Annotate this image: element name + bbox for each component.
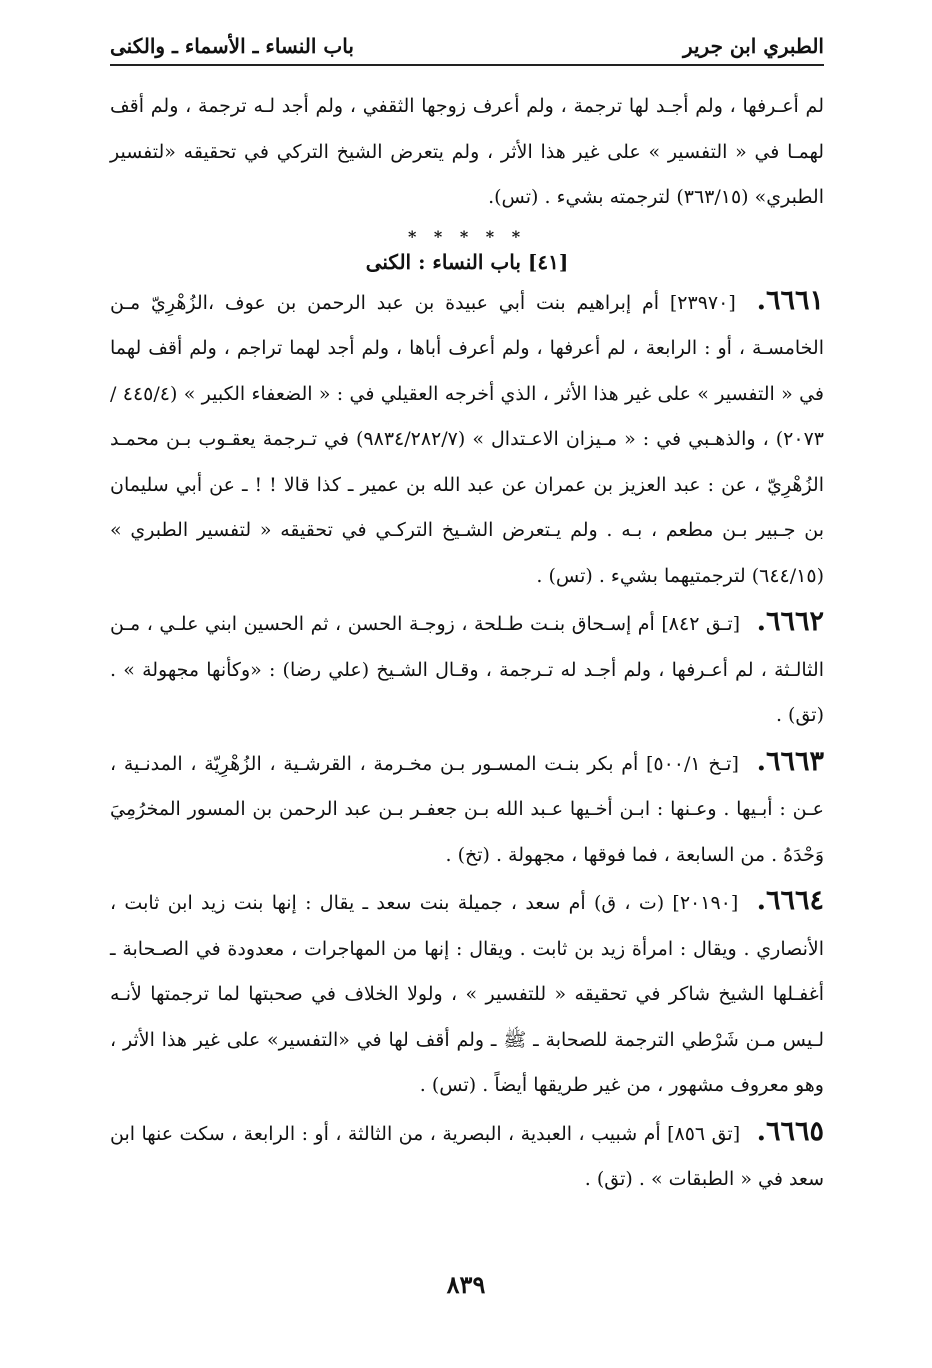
entry-number: ٦٦٦٥. [756, 1115, 824, 1147]
page-header [110, 24, 824, 66]
page-number: ٨٣٩ [446, 1270, 486, 1299]
entry-text: [تق ٨٥٦] أم شبيب ، العبدية ، البصرية ، من الثالثة ، أو : الرابعة ، سكت عنها ابن سعد في « الطبقات » . (تق) . [110, 1122, 824, 1190]
entry-text: [تـخ ٥٠٠/١] أم بكر بنـت المسـور بـن مخـرمة ، القرشـية ، الزُهْرِيّة ، المدنـية ، عـن : أبـيها . وعـنها : ابـن أخـيها عـبد الله بـن جعفـر بـن عبد الرحمن بن المسور المخرُمِيَ وَحْدَهُ . من السابعة ، فما فوقها ، مجهولة . (تخ) . [110, 752, 824, 866]
entry-6664 [110, 878, 824, 1109]
entry-text: [٢٣٩٧٠] أم إبراهيم بنت أبي عبيدة بن عبد الرحمن بن عوف ،الزُهْرِيّ مـن الخامسـة ، أو : الرابعة ، لم أعرفها ، ولم أعرف أباها ، ولم أجد لهما تراجم ، ولم أقف لهما في « التفسير » على غير هذا الأثر ، الذي أخرجه العقيلي في : « الضعفاء الكبير » (٤٤٥/٤ /٢٠٧٣) ، والذهـبي في : « مـيزان الاعـتدال » (٩٨٣٤/٢٨٢/٧) في تـرجمة يعقـوب بـن محمـد الزُهْرِيّ ، عن : عبد العزيز بن عمران عن عبد الله بن عمير ـ كذا قالا ! ! ـ عن أبي سليمان بن جـبير بـن مطعم ، بـه . ولم يـتعرض الشـيخ التركـي في تحقيقه « لتفسير الطبري » (٦٤٤/١٥) لترجمتيهما بشيء . (تس) . [110, 291, 824, 587]
page-body [110, 84, 824, 1203]
section-separator: * * * * * [407, 226, 527, 246]
entry-number: ٦٦٦٢. [756, 606, 824, 637]
entry-number: ٦٦٦٤. [756, 885, 824, 916]
entry-text: [تـق ٨٤٢] أم إسـحاق بنـت طـلحة ، زوجـة الحسن ، ثم الحسين ابني علـي ، مـن الثالـثة ، لم أعـرفها ، ولم أجـد له تـرجمة ، وقـال الشـيخ (علي رضا) : «وكأنها مجهولة » . (تق) . [110, 613, 824, 726]
running-title-right: الطبري ابن جرير [682, 34, 824, 58]
entry-6663 [110, 739, 824, 879]
entry-6665 [110, 1109, 824, 1203]
running-title-left: باب النساء ـ الأسماء ـ والكنى [110, 34, 354, 58]
entry-6661 [110, 278, 824, 600]
entry-6662 [110, 599, 824, 739]
entry-text: [٢٠١٩٠] (ت ، ق) أم سعد ، جميلة بنت سعد ـ يقال : إنها بنت زيد ابن ثابت ، الأنصاري . ويقال : امرأة زيد بن ثابت . ويقال : إنها من المهاجرات ، معدودة في الصـحابة ـ أغفـلها الشيخ شاكر في تحقيقه « للتفسير » ، ولولا الخلاف في صحبتها لما ترجمتها لأنـه لـيس مـن شَرْطي الترجمة للصحابة ـ ﷺ ـ ولم أقف لها في «التفسير» على غير هذا الأثر ، وهو معروف مشهور ، من غير طريقها أيضاً . (تس) . [110, 892, 824, 1096]
intro-paragraph: لم أعـرفها ، ولم أجـد لها ترجمة ، ولم أعرف زوجها الثقفي ، ولم أجد لـه ترجمة ، ولم أقف لهمـا في « التفسير » على غير هذا الأثر ، ولم يتعرض الشيخ التركي في تحقيقه «لتفسير الطبري» (٣٦٣/١٥) لترجمته بشيء . (تس). [110, 95, 824, 208]
section-title: [٤١] باب النساء : الكنى [365, 249, 569, 274]
entry-number: ٦٦٦١. [756, 284, 824, 316]
entry-number: ٦٦٦٣. [756, 745, 824, 777]
